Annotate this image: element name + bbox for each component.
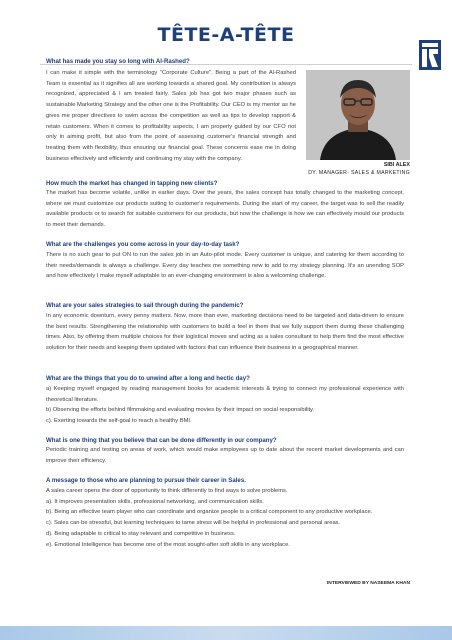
answer-7: A sales career opens the door of opportunity to think differently to find ways to solve problems. a). It improves presentation skills, professional networking, and communication skills. b). Being an effective team player who can coordinate and organize people is a critical component to any productive workplace. c). Sales can be stressful, but learning techniques to tame stress will be helpful in professional and personal areas. d). Being adaptable is critical to stay relevant and competitive in business. e). Emotional Intelligence has become one of the most sought-after soft skills in any workplace. — [46, 488, 373, 548]
question-7: A message to those who are planning to pursue their career in Sales. — [46, 477, 246, 484]
interviewer-credit: INTERVIEWED BY NASEEMA KHAN — [326, 581, 410, 586]
answer-2: The market has become volatile, unlike in earlier days. Over the years, the sales concept has totally changed to the marketing concept, where we must customize our products suiting to customer's requirements. During the start of my career, the target was to sell the readily available products or to search for suitable customers for our products, but now the challenge is how we can effectively mould our products to meet their demands. — [46, 190, 404, 229]
company-logo-icon — [419, 40, 441, 70]
interviewee-role: DY. MANAGER- SALES & MARKETING — [308, 170, 410, 176]
question-1: What has made you stay so long with Al-Rashed? — [46, 58, 190, 65]
footer-bar — [0, 626, 452, 640]
answer-4: In any economic downturn, every penny matters. Now, more than ever, marketing decisions need to be targeted and data-driven to ensure the best results. Strengthening the relationship with customers to build a feel in them that we fully support them during these challenging times. Also, by offering them multiple choices for their logistical moves and acting as a sales consultant to help them find the most effective solution for their needs and keeping them updated with factors that can influence their business in a geographical manner. — [46, 313, 404, 352]
portrait-photo — [306, 70, 410, 160]
question-3: What are the challenges you come across in your day-to-day task? — [46, 241, 240, 248]
answer-6: Periodic training and testing on areas of work, which would make employees up to date about the recent market developments and can improve their efficiency. — [46, 447, 404, 464]
answer-5: a) Keeping myself engaged by reading management books for academic interests & trying to connect my professional experience with theoretical literature. b) Observing the efforts behind filmmaking and evaluating movies by their impact on social responsibility. c). Exerting towards the self-goal to reach a healthy BMI. — [46, 386, 404, 425]
answer-1: I can make it simple with the terminology "Corporate Culture". Being a part of the Al-Rashed Team is essential as it signifies all are working towards a shared goal. My contribution is always recognized, appreciated & I am treated fairly. Sales job has got two major phases such as sustainable Marketing Strategy and the other one is the Profitability. Our CEO is my mentor as he gives me proper directives to swim across the competition as well as tips to develop rapport & retain customers. When it comes to profitability aspects, I am properly guided by our CFO not only in aiming profit, but also from the point of assessing customer's financial strength and treating them with flexibility, thus ensuring our financial goal. These concerns ease me in doing business effectively and efficiently and continuing my stay with the company. — [46, 70, 296, 162]
question-4: What are your sales strategies to sail through during the pandemic? — [46, 302, 244, 309]
question-2: How much the market has changed in tapping new clients? — [46, 180, 218, 187]
page-title: TÊTE-A-TÊTE — [157, 24, 295, 46]
question-5: What are the things that you do to unwind after a long and hectic day? — [46, 375, 250, 382]
answer-3: There is no such gear to put ON to run the sales job in an Auto-pilot mode. Every customer is unique, and catering for them according to their needs/demands is always a challenge. Every day teaches me something new to add to my strategy planning. It's an unending SOP and how effectively I make myself adaptable to an ever-changing environment is also a welcoming challenge. — [46, 252, 404, 280]
question-6: What is one thing that you believe that can be done differently in our company? — [46, 437, 277, 444]
interviewee-name: SIBI ALEX — [383, 162, 410, 168]
